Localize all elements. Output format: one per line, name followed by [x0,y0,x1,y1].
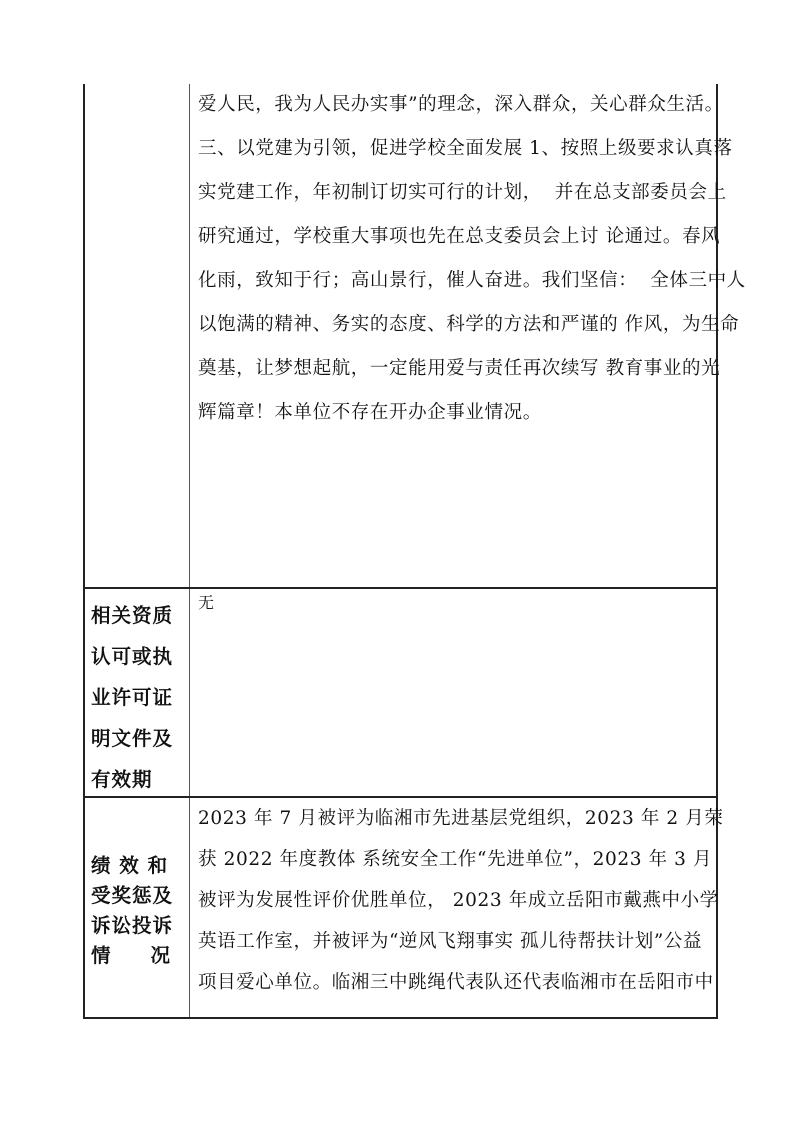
row-label: 明文件及 [91,727,174,750]
row-label: 有效期 [91,768,153,791]
row-label: 业许可证 [91,686,174,709]
text-line: 化雨，致知于行；高山景行，催人奋进。我们坚信： 全体三中人 [198,270,746,291]
text-line: 奠基，让梦想起航，一定能用爱与责任再次续写 教育事业的光 [198,358,721,379]
text-line: 以饱满的精神、务实的态度、科学的方法和严谨的 作风，为生命 [198,314,740,335]
text-line: 研究通过，学校重大事项也先在总支委员会上讨 论通过。春风 [198,226,721,247]
text-line: 辉篇章！本单位不存在开办企事业情况。 [198,402,542,423]
text-line: 项目爱心单位。临湘三中跳绳代表队还代表临湘市在岳阳市中 [198,972,714,993]
text-line: 2023 年 7 月被评为临湘市先进基层党组织，2023 年 2 月荣 [198,808,724,829]
info-table [83,84,746,1019]
text-line: 爱人民，我为人民办实事”的理念，深入群众，关心群众生活。 [198,94,724,115]
row-label: 情 况 [91,944,171,967]
text-line: 被评为发展性评价优胜单位， 2023 年成立岳阳市戴燕中小学 [198,890,719,911]
text-line: 实党建工作，年初制订切实可行的计划， 并在总支部委员会上 [198,182,727,203]
row-divider [85,796,716,798]
text-line: 三、以党建为引领，促进学校全面发展 1、按照上级要求认真落 [198,138,733,159]
cell-content: 无 [198,593,215,612]
row-label: 受奖惩及 [91,884,174,907]
text-line: 英语工作室，并被评为“逆风飞翔事实 孤儿待帮扶计划”公益 [198,931,703,952]
row-divider [85,587,716,589]
row-label: 相关资质 [91,604,174,627]
row-label: 绩 效 和 [91,854,169,877]
row-label: 认可或执 [91,645,174,668]
column-divider [189,84,190,1017]
row-label: 诉讼投诉 [91,914,174,937]
text-line: 获 2022 年度教体 系统安全工作“先进单位”，2023 年 3 月 [198,849,713,870]
